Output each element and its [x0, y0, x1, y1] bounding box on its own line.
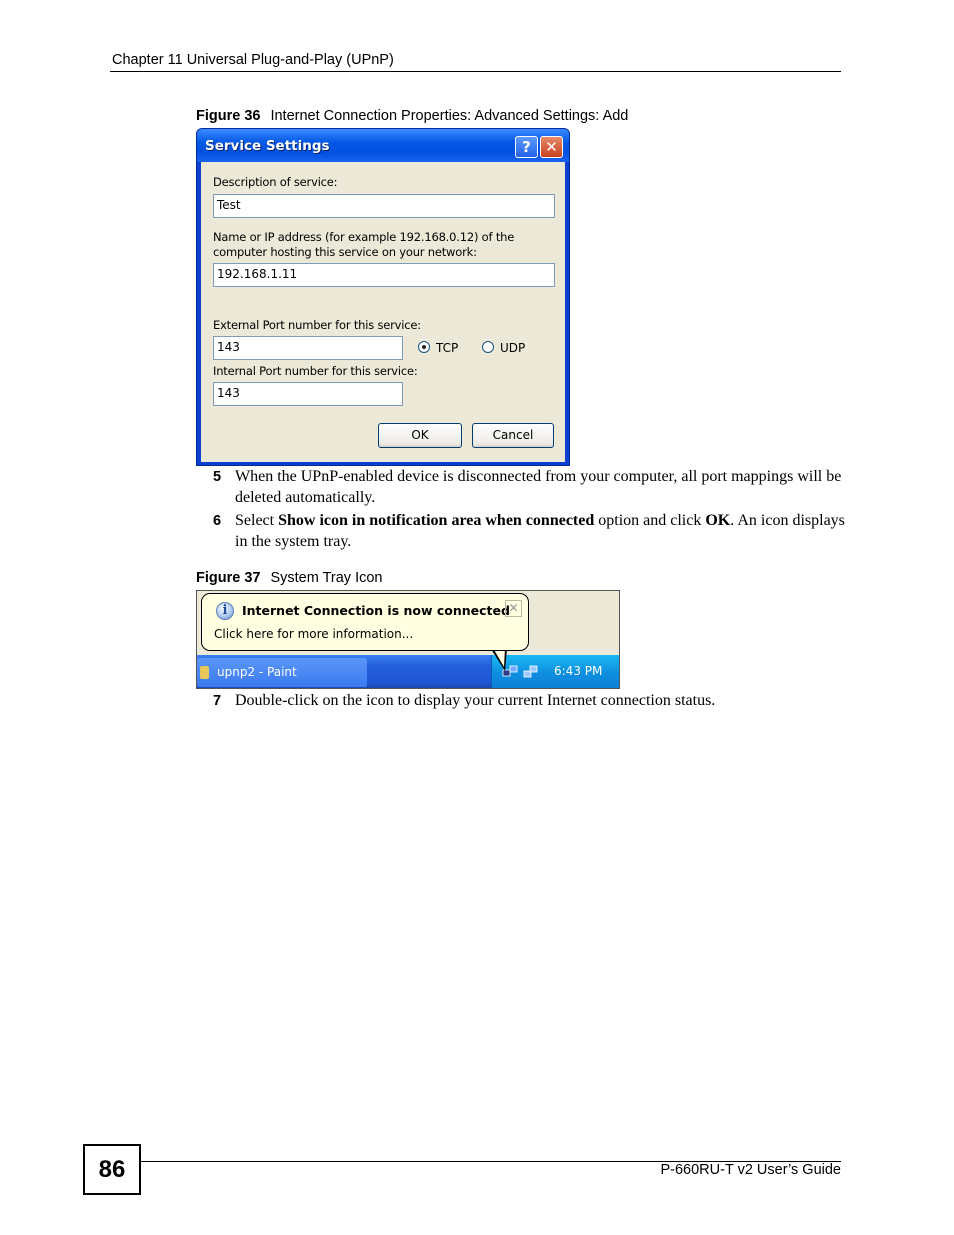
external-port-input[interactable]: 143 [213, 336, 403, 360]
paint-icon [200, 666, 209, 679]
header-divider [110, 71, 841, 72]
figure-36-title: Internet Connection Properties: Advanced Settings: Add [270, 108, 629, 124]
taskbar-item-paint[interactable] [197, 658, 367, 687]
dialog-title-bar [197, 129, 569, 162]
figure-36-caption [196, 108, 628, 124]
notification-balloon[interactable] [201, 593, 529, 651]
service-settings-dialog [196, 128, 570, 466]
udp-radio-icon [482, 341, 494, 353]
description-input[interactable]: Test [213, 194, 555, 218]
page-number: 86 [83, 1144, 141, 1195]
network-connection-icon[interactable] [523, 664, 539, 680]
close-button[interactable]: ✕ [540, 136, 563, 158]
step-6-option-name: Show icon in notification area when connected [278, 512, 595, 529]
step-6-text [235, 510, 845, 552]
udp-radio[interactable] [482, 341, 525, 355]
ok-button[interactable]: OK [378, 423, 462, 448]
step-6-post: . An icon displays in the system tray. [235, 512, 845, 550]
figure-36-label: Figure 36 [196, 108, 261, 124]
step-7-number: 7 [213, 693, 222, 709]
tcp-radio[interactable] [418, 341, 458, 355]
step-5-text: When the UPnP-enabled device is disconnected from your computer, all port mappings will be deleted automatically. [235, 468, 842, 506]
balloon-title: Internet Connection is now connected [242, 603, 510, 618]
host-address-input[interactable]: 192.168.1.11 [213, 263, 555, 287]
cancel-button[interactable]: Cancel [472, 423, 554, 448]
tray-clock: 6:43 PM [554, 664, 603, 678]
balloon-link-text[interactable]: Click here for more information... [214, 627, 414, 641]
step-7-text: Double-click on the icon to display your current Internet connection status. [235, 692, 716, 709]
internal-port-input[interactable]: 143 [213, 382, 403, 406]
step-5-number: 5 [213, 469, 222, 485]
udp-label: UDP [500, 341, 526, 355]
guide-title: P-660RU-T v2 User’s Guide [660, 1162, 841, 1178]
external-port-label: External Port number for this service: [213, 318, 421, 332]
description-label: Description of service: [213, 175, 338, 189]
help-button[interactable]: ? [515, 136, 538, 158]
step-6-ok-word: OK [705, 512, 731, 529]
figure-37-label: Figure 37 [196, 570, 261, 586]
step-6-mid: option and click [594, 512, 706, 529]
info-icon: i [216, 602, 234, 620]
chapter-header: Chapter 11 Universal Plug-and-Play (UPnP) [112, 52, 394, 68]
internal-port-label: Internal Port number for this service: [213, 364, 418, 378]
host-label-line2: computer hosting this service on your network: [213, 245, 477, 259]
step-6-number: 6 [213, 513, 222, 529]
dialog-body [201, 162, 565, 462]
tcp-label: TCP [436, 341, 459, 355]
step-6-pre: Select [235, 512, 279, 529]
notification-area [491, 655, 620, 689]
figure-37-title: System Tray Icon [270, 570, 383, 586]
taskbar [197, 655, 619, 689]
tcp-radio-icon [418, 341, 430, 353]
figure-37-caption [196, 570, 382, 586]
system-tray-screenshot [196, 590, 620, 689]
dialog-title: Service Settings [205, 138, 330, 154]
balloon-close-icon[interactable]: ✕ [505, 600, 522, 617]
host-label-line1: Name or IP address (for example 192.168.0.12) of the [213, 230, 515, 244]
taskbar-item-label: upnp2 - Paint [217, 665, 297, 679]
